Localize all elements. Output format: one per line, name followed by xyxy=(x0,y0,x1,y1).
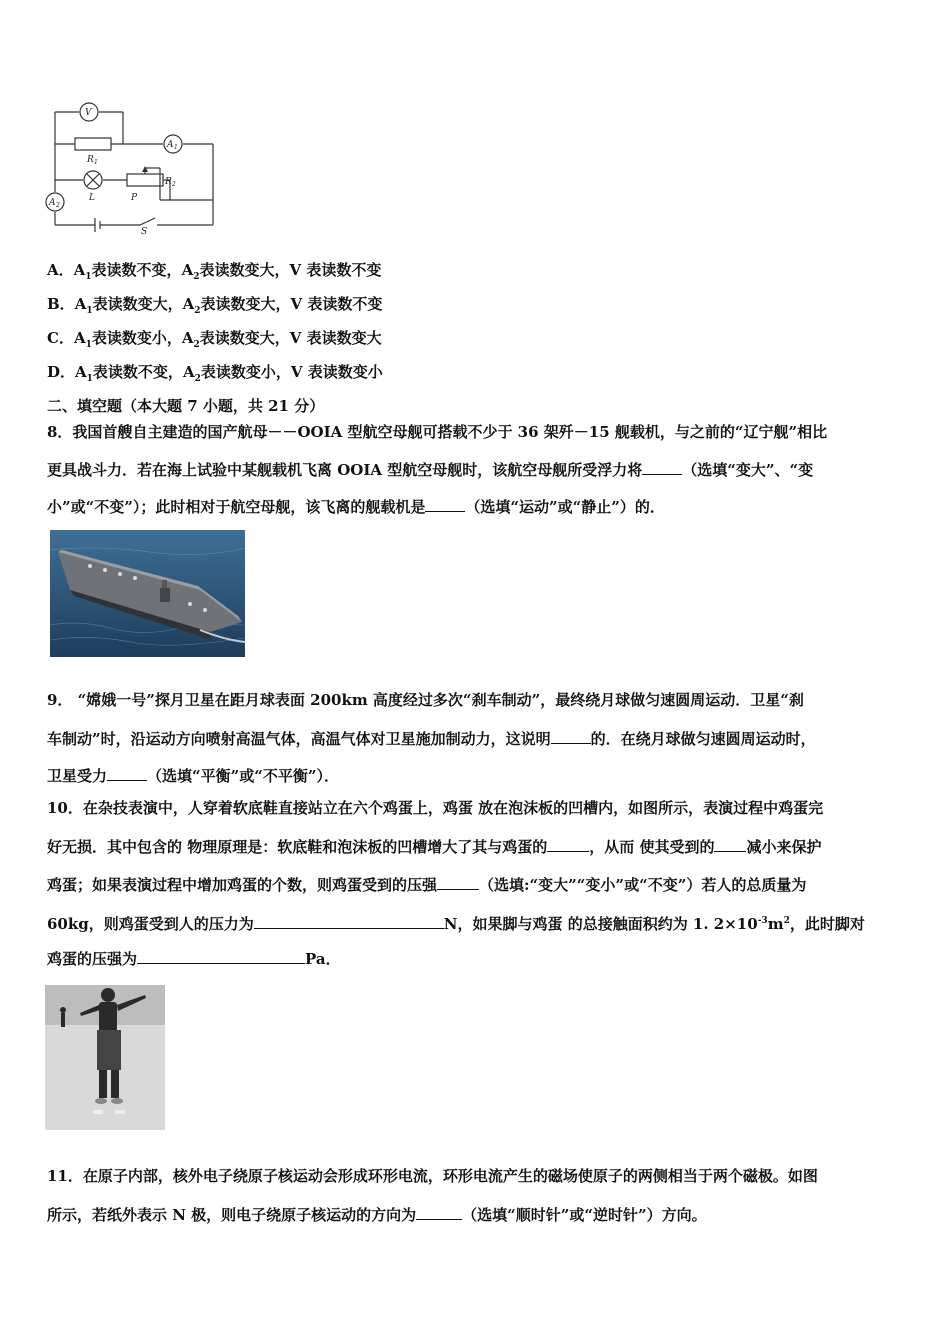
q8-line1: 8．我国首艘自主建造的国产航母－－OOIA 型航空母舰可搭载不少于 36 架歼－15 舰载机，与之前的“辽宁舰”相比 xyxy=(47,423,828,441)
r1-label: R xyxy=(87,155,94,165)
q11-line1: 11．在原子内部，核外电子绕原子核运动会形成环形电流，环形电流产生的磁场使原子的两侧相当于两个磁极。如图 xyxy=(47,1167,818,1185)
r1-sub: 1 xyxy=(94,159,98,166)
answer-blank[interactable] xyxy=(137,948,305,964)
lamp-label: L xyxy=(89,193,95,203)
q9-line3: 卫星受力 （选填“平衡”或“不平衡”）． xyxy=(47,767,340,785)
answer-blank[interactable] xyxy=(547,836,589,852)
q10-line1: 10．在杂技表演中，人穿着软底鞋直接站立在六个鸡蛋上，鸡蛋 放在泡沫板的凹槽内，如图所示，表演过程中鸡蛋完 xyxy=(47,799,824,817)
answer-blank[interactable] xyxy=(107,765,147,781)
switch-label: S xyxy=(141,227,148,235)
answer-blank[interactable] xyxy=(642,459,682,475)
q10-line2: 好无损．其中包含的 物理原理是：软底鞋和泡沫板的凹槽增大了其与鸡蛋的 ，从而 使其受到的 减小来保护 xyxy=(47,838,822,856)
q8-line3: 小”或“不变”）；此时相对于航空母舰，该飞离的舰载机是 （选填“运动”或“静止”）的． xyxy=(47,498,665,516)
aircraft-carrier-photo xyxy=(50,530,245,657)
q9-line1: 9． “嫦娥一号”探月卫星在距月球表面 200km 高度经过多次“刹车制动”，最终绕月球做匀速圆周运动．卫星“刹 xyxy=(47,691,804,709)
answer-blank[interactable] xyxy=(425,496,465,512)
option-b: B．$A_1$表读数变大，$A_2$表读数变大，V 表读数不变 xyxy=(47,295,383,316)
option-a: A．$A_1$表读数不变，$A_2$表读数变大，V 表读数不变 xyxy=(47,261,382,282)
voltmeter-label: V xyxy=(85,108,92,118)
q10-line4: 60kg，则鸡蛋受到人的压力为 N，如果脚与鸡蛋 的总接触面积约为 1. $2\times 10^{-3}m^2$，此时脚对 xyxy=(47,915,865,933)
answer-blank[interactable] xyxy=(254,913,444,929)
r2-sub: 2 xyxy=(172,181,176,188)
acrobat-on-eggs-photo xyxy=(45,985,165,1130)
section-title: 二、填空题（本大题 7 小题，共 21 分） xyxy=(47,397,325,415)
q10-line3: 鸡蛋；如果表演过程中增加鸡蛋的个数，则鸡蛋受到的压强 （选填:“变大”“变小”或“不变”）若人的总质量为 xyxy=(47,876,807,894)
ammeter1-sub: 1 xyxy=(174,144,178,151)
circuit-diagram xyxy=(45,100,220,235)
slider-label: P xyxy=(131,193,138,203)
r2-label: R xyxy=(165,177,172,187)
q9-line2: 车制动”时，沿运动方向喷射高温气体，高温气体对卫星施加制动力，这说明 的．在绕月球做匀速圆周运动时， xyxy=(47,730,816,748)
option-d: D．$A_1$表读数不变，$A_2$表读数变小，V 表读数变小 xyxy=(47,363,383,384)
ammeter1-label: A xyxy=(167,140,174,150)
ammeter2-label: A xyxy=(49,198,56,208)
answer-blank[interactable] xyxy=(551,728,591,744)
answer-blank[interactable] xyxy=(416,1204,462,1220)
q11-line2: 所示，若纸外表示 N 极，则电子绕原子核运动的方向为 （选填“顺时针”或“逆时针”）方向。 xyxy=(47,1206,707,1224)
q8-line2: 更具战斗力．若在海上试验中某舰载机飞离 OOIA 型航空母舰时，该航空母舰所受浮力将 （选填“变大”、“变 xyxy=(47,461,814,479)
answer-blank[interactable] xyxy=(714,836,746,852)
q10-line5: 鸡蛋的压强为 Pa． xyxy=(47,950,341,968)
ammeter2-sub: 2 xyxy=(56,202,60,209)
answer-blank[interactable] xyxy=(437,874,479,890)
option-c: C．$A_1$表读数变小，$A_2$表读数变大，V 表读数变大 xyxy=(47,329,382,350)
